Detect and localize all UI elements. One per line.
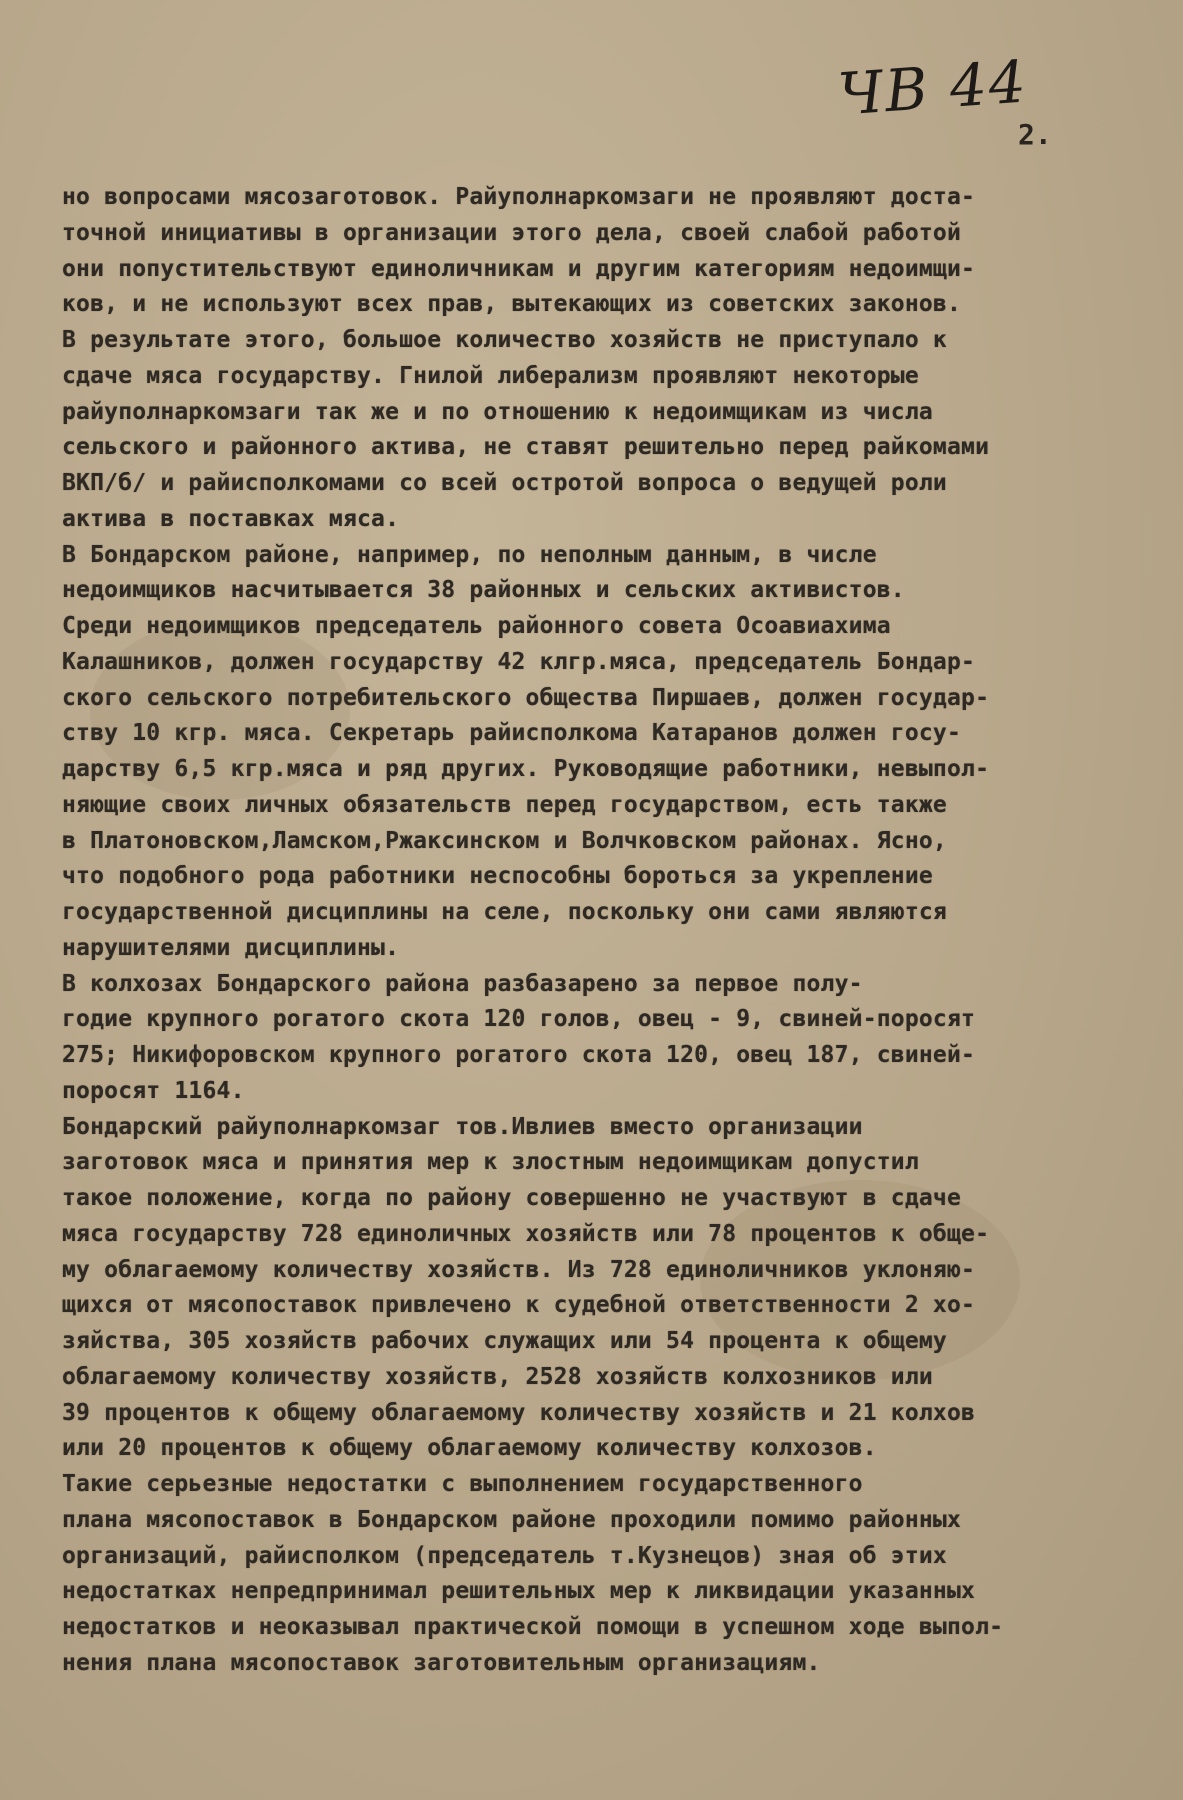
text-line: мяса государству 728 единоличных хозяйств или 78 процентов к обще- xyxy=(62,1220,990,1247)
text-line: няющие своих личных обязательств перед государством, есть также xyxy=(62,791,947,818)
text-line: сдаче мяса государству. Гнилой либерализм проявляют некоторые xyxy=(62,362,919,389)
text-line: сельского и районного актива, не ставят решительно перед райкомами xyxy=(62,434,990,461)
text-line: зяйства, 305 хозяйств рабочих служащих или 54 процента к общему xyxy=(62,1328,947,1354)
text-line: му облагаемому количеству хозяйств. Из 728 единоличников уклоняю- xyxy=(62,1256,976,1283)
page-number: 2. xyxy=(1018,118,1052,151)
text-line: актива в поставках мяса. xyxy=(62,505,400,532)
text-line: Среди недоимщиков председатель районного совета Осоавиахима xyxy=(62,613,891,639)
text-line: поросят 1164. xyxy=(62,1077,245,1104)
text-line: В результате этого, большое количество хозяйств не приступало к xyxy=(62,327,947,353)
text-line: государственной дисциплины на селе, поскольку они сами являются xyxy=(62,899,947,925)
text-line: 275; Никифоровском крупного рогатого скота 120, овец 187, свиней- xyxy=(62,1042,976,1068)
text-line: ков, и не используют всех прав, вытекающих из советских законов. xyxy=(62,291,962,318)
text-line: в Платоновском,Ламском,Ржаксинском и Волчковском районах. Ясно, xyxy=(62,827,947,854)
text-line: щихся от мясопоставок привлечено к судебной ответственности 2 хо- xyxy=(62,1292,976,1319)
text-line: Калашников, должен государству 42 клгр.мяса, председатель Бондар- xyxy=(62,648,976,675)
text-line: или 20 процентов к общему облагаемому количеству колхозов. xyxy=(62,1435,877,1462)
text-line: недостатках непредпринимал решительных мер к ликвидации указанных xyxy=(62,1578,976,1605)
archive-mark: ЧВ 44 xyxy=(835,47,1030,129)
text-line: дарству 6,5 кгр.мяса и ряд других. Руководящие работники, невыпол- xyxy=(62,756,990,782)
text-line: нарушителями дисциплины. xyxy=(62,934,400,961)
text-line: 39 процентов к общему облагаемому количеству хозяйств и 21 колхов xyxy=(62,1399,976,1426)
text-line: заготовок мяса и принятия мер к злостным недоимщикам допустил xyxy=(62,1149,919,1176)
text-line: Такие серьезные недостатки с выполнением государственного xyxy=(62,1471,863,1497)
text-line: Бондарский райуполнаркомзаг тов.Ивлиев вместо организации xyxy=(62,1113,863,1140)
text-line: нения плана мясопоставок заготовительным организациям. xyxy=(62,1649,821,1676)
text-line: В Бондарском районе, например, по неполным данным, в числе xyxy=(62,541,877,568)
text-line: они попустительствуют единоличникам и другим категориям недоимщи- xyxy=(62,255,976,282)
text-line: точной инициативы в организации этого дела, своей слабой работой xyxy=(62,219,962,246)
text-line: ству 10 кгр. мяса. Секретарь райисполкома Катаранов должен госу- xyxy=(62,720,962,747)
text-line: ВКП/б/ и райисполкомами со всей остротой вопроса о ведущей роли xyxy=(62,470,947,496)
text-line: что подобного рода работники неспособны бороться за укрепление xyxy=(62,863,933,890)
text-line: В колхозах Бондарского района разбазарено за первое полу- xyxy=(62,970,863,997)
text-line: но вопросами мясозаготовок. Райуполнаркомзаги не проявляют доста- xyxy=(62,184,976,210)
text-line: такое положение, когда по району совершенно не участвуют в сдаче xyxy=(62,1185,962,1211)
text-line: ского сельского потребительского общества Пиршаев, должен государ- xyxy=(62,684,990,711)
text-line: организаций, райисполком (председатель т.Кузнецов) зная об этих xyxy=(62,1542,947,1569)
text-line: недостатков и неоказывал практической помощи в успешном ходе выпол- xyxy=(62,1614,1004,1640)
text-line: плана мясопоставок в Бондарском районе проходили помимо районных xyxy=(62,1506,962,1533)
text-line: годие крупного рогатого скота 120 голов, овец - 9, свиней-поросят xyxy=(62,1006,976,1033)
text-line: недоимщиков насчитывается 38 районных и сельских активистов. xyxy=(62,577,905,604)
text-line: облагаемому количеству хозяйств, 2528 хозяйств колхозников или xyxy=(62,1363,933,1390)
document-body xyxy=(62,180,1174,1682)
text-line: райуполнаркомзаги так же и по отношению к недоимщикам из числа xyxy=(62,398,933,425)
